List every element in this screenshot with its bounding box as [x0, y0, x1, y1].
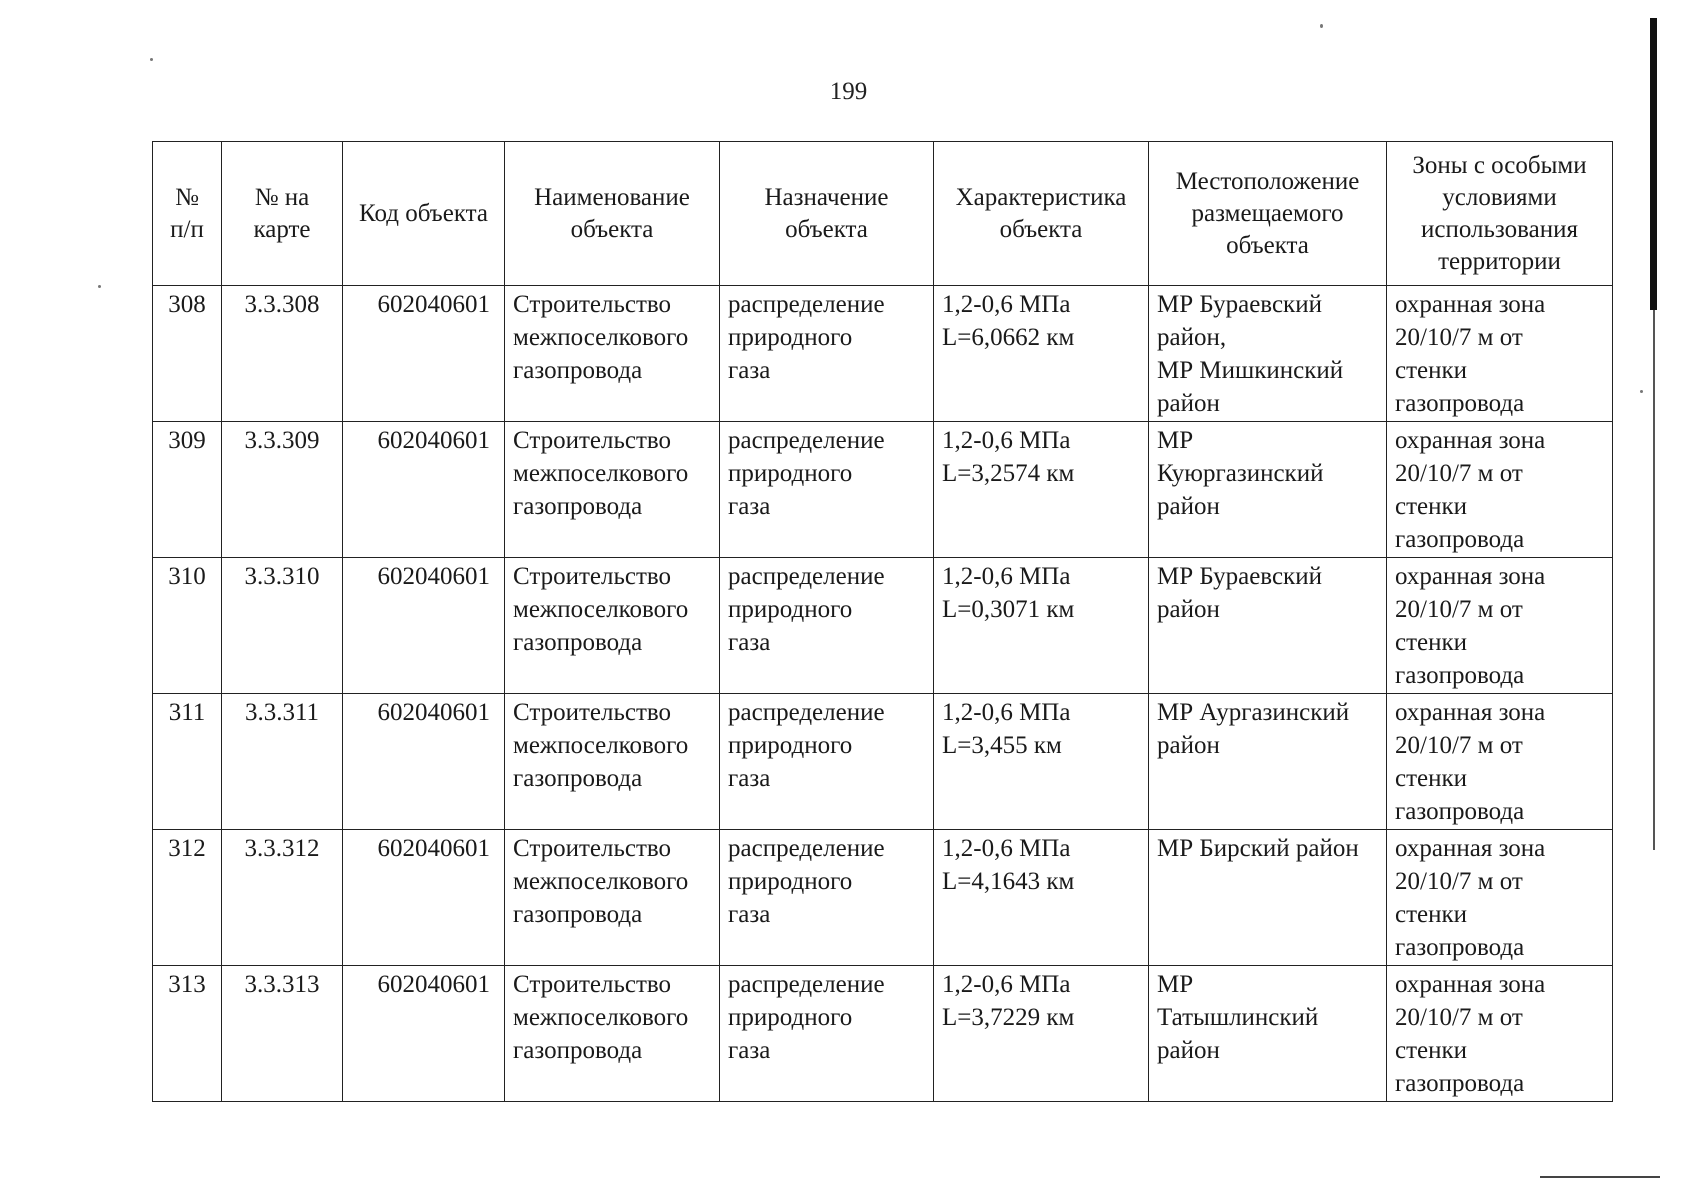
object-purpose-cell: распределение природного газа [720, 966, 934, 1102]
map-number-cell: 3.3.308 [222, 286, 343, 422]
table-row [153, 558, 1613, 694]
object-name-cell: Строительство межпоселкового газопровода [505, 422, 720, 558]
special-zones-cell: охранная зона 20/10/7 м от стенки газопровода [1387, 286, 1613, 422]
map-number-cell: 3.3.312 [222, 830, 343, 966]
table-header-row [153, 142, 1613, 286]
object-code-cell: 602040601 [343, 422, 505, 558]
object-characteristic-cell: 1,2-0,6 МПа L=6,0662 км [934, 286, 1149, 422]
header-row-number: № п/п [153, 142, 222, 286]
object-code-cell: 602040601 [343, 694, 505, 830]
object-code-cell: 602040601 [343, 830, 505, 966]
object-purpose-cell: распределение природного газа [720, 694, 934, 830]
object-characteristic-cell: 1,2-0,6 МПа L=0,3071 км [934, 558, 1149, 694]
object-location-cell: МР Куюргазинский район [1149, 422, 1387, 558]
scan-speck [150, 58, 153, 61]
header-object-code: Код объекта [343, 142, 505, 286]
row-number-cell: 308 [153, 286, 222, 422]
table-row [153, 422, 1613, 558]
object-characteristic-cell: 1,2-0,6 МПа L=3,2574 км [934, 422, 1149, 558]
scan-edge-line [1653, 310, 1655, 850]
scan-artifact-line [1540, 1176, 1660, 1178]
row-number-cell: 309 [153, 422, 222, 558]
header-special-zones: Зоны с особыми условиями использования территории [1387, 142, 1613, 286]
object-characteristic-cell: 1,2-0,6 МПа L=4,1643 км [934, 830, 1149, 966]
object-location-cell: МР Татышлинский район [1149, 966, 1387, 1102]
table-row [153, 966, 1613, 1102]
object-table [152, 141, 1613, 1102]
object-characteristic-cell: 1,2-0,6 МПа L=3,455 км [934, 694, 1149, 830]
object-name-cell: Строительство межпоселкового газопровода [505, 286, 720, 422]
object-location-cell: МР Аургазинский район [1149, 694, 1387, 830]
row-number-cell: 311 [153, 694, 222, 830]
header-object-characteristic: Характеристика объекта [934, 142, 1149, 286]
scan-speck [1640, 390, 1643, 393]
scan-speck [1320, 24, 1323, 28]
object-location-cell: МР Бураевский район, МР Мишкинский район [1149, 286, 1387, 422]
row-number-cell: 313 [153, 966, 222, 1102]
special-zones-cell: охранная зона 20/10/7 м от стенки газопровода [1387, 694, 1613, 830]
special-zones-cell: охранная зона 20/10/7 м от стенки газопровода [1387, 558, 1613, 694]
object-code-cell: 602040601 [343, 286, 505, 422]
object-name-cell: Строительство межпоселкового газопровода [505, 694, 720, 830]
map-number-cell: 3.3.310 [222, 558, 343, 694]
object-code-cell: 602040601 [343, 966, 505, 1102]
object-name-cell: Строительство межпоселкового газопровода [505, 966, 720, 1102]
special-zones-cell: охранная зона 20/10/7 м от стенки газопровода [1387, 830, 1613, 966]
special-zones-cell: охранная зона 20/10/7 м от стенки газопровода [1387, 422, 1613, 558]
table-row [153, 694, 1613, 830]
object-name-cell: Строительство межпоселкового газопровода [505, 830, 720, 966]
table-row [153, 286, 1613, 422]
header-map-number: № на карте [222, 142, 343, 286]
scan-edge-bar [1650, 18, 1657, 310]
header-object-name: Наименование объекта [505, 142, 720, 286]
object-purpose-cell: распределение природного газа [720, 830, 934, 966]
object-characteristic-cell: 1,2-0,6 МПа L=3,7229 км [934, 966, 1149, 1102]
header-object-location: Местоположение размещаемого объекта [1149, 142, 1387, 286]
special-zones-cell: охранная зона 20/10/7 м от стенки газопровода [1387, 966, 1613, 1102]
map-number-cell: 3.3.309 [222, 422, 343, 558]
object-name-cell: Строительство межпоселкового газопровода [505, 558, 720, 694]
row-number-cell: 312 [153, 830, 222, 966]
row-number-cell: 310 [153, 558, 222, 694]
map-number-cell: 3.3.311 [222, 694, 343, 830]
header-object-purpose: Назначение объекта [720, 142, 934, 286]
object-purpose-cell: распределение природного газа [720, 422, 934, 558]
scan-speck [98, 285, 101, 288]
object-location-cell: МР Бураевский район [1149, 558, 1387, 694]
page-number: 199 [829, 78, 868, 105]
table-row [153, 830, 1613, 966]
object-purpose-cell: распределение природного газа [720, 558, 934, 694]
object-purpose-cell: распределение природного газа [720, 286, 934, 422]
object-code-cell: 602040601 [343, 558, 505, 694]
object-location-cell: МР Бирский район [1149, 830, 1387, 966]
map-number-cell: 3.3.313 [222, 966, 343, 1102]
